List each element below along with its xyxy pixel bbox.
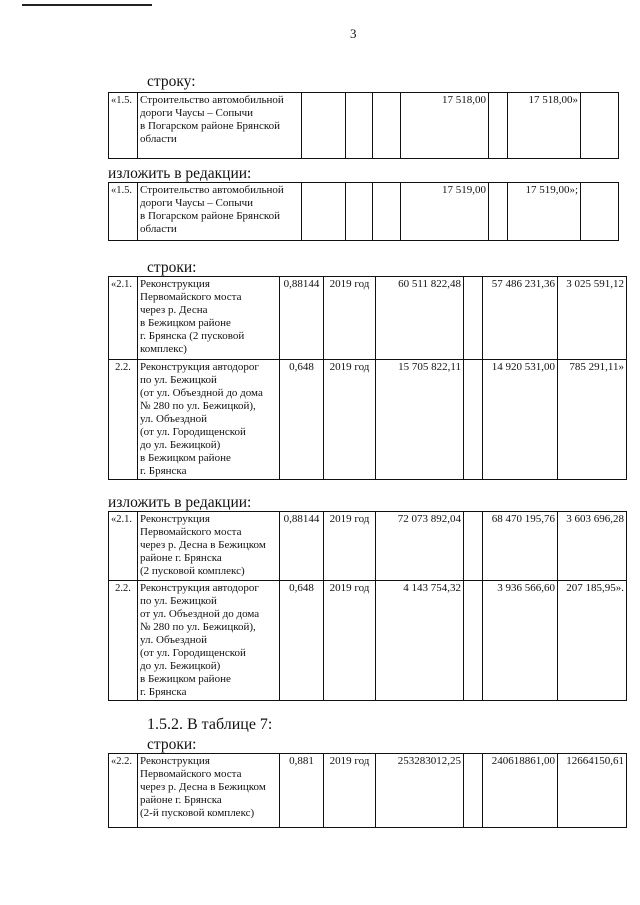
row-name: Реконструкция Первомайского моста через р. Десна в Бежицком районе г. Брянска (2-й пусковой комплекс) [138,754,280,828]
year-cell: 2019 год [324,754,376,828]
coef-cell: 0,88144 [280,512,324,581]
empty-cell [464,360,483,480]
federal-cell: 3 936 566,60 [483,581,558,701]
value-cell: 17 519,00»; [508,183,581,241]
year-cell: 2019 год [324,512,376,581]
empty-cell [346,183,373,241]
regional-cell: 3 025 591,12 [558,277,627,360]
year-cell: 2019 год [324,581,376,701]
empty-cell [464,512,483,581]
regional-cell: 207 185,95». [558,581,627,701]
empty-cell [489,93,508,159]
empty-cell [302,93,346,159]
row-name: Строительство автомобильной дороги Чаусы – Сопычи в Погарском районе Брянской области [138,183,302,241]
row-name: Реконструкция Первомайского моста через р. Десна в Бежицком районе г. Брянска (2 пусковой комплекс) [138,277,280,360]
section-label-line: строку: [147,73,196,90]
total-cell: 72 073 892,04 [376,512,464,581]
table-new-2 [108,511,627,701]
total-cell: 4 143 754,32 [376,581,464,701]
total-cell: 60 511 822,48 [376,277,464,360]
year-cell: 2019 год [324,360,376,480]
table-row [109,183,619,241]
coef-cell: 0,88144 [280,277,324,360]
section-label-edit-2: изложить в редакции: [108,494,252,511]
empty-cell [464,581,483,701]
empty-cell [302,183,346,241]
empty-cell [581,183,619,241]
federal-cell: 240618861,00 [483,754,558,828]
coef-cell: 0,648 [280,581,324,701]
row-number: 2.2. [109,360,138,480]
table-row [109,277,627,360]
coef-cell: 0,881 [280,754,324,828]
table-new-1-5 [108,182,619,241]
coef-cell: 0,648 [280,360,324,480]
row-number: «1.5. [109,93,138,159]
empty-cell [489,183,508,241]
federal-cell: 14 920 531,00 [483,360,558,480]
row-number: 2.2. [109,581,138,701]
regional-cell: 12664150,61 [558,754,627,828]
table-row [109,754,627,828]
empty-cell [373,183,401,241]
value-cell: 17 518,00 [401,93,489,159]
row-name: Строительство автомобильной дороги Чаусы – Сопычи в Погарском районе Брянской области [138,93,302,159]
top-rule [22,4,152,6]
section-label-lines: строки: [147,259,197,276]
row-name: Реконструкция автодорог по ул. Бежицкой от ул. Объездной до дома № 280 по ул. Бежицкой), ул. Объездной (от ул. Городищенской до ул. Бежицкой) в Бежицком районе г. Брянска [138,581,280,701]
page-number: 3 [350,26,357,41]
year-cell: 2019 год [324,277,376,360]
section-label-edit: изложить в редакции: [108,165,252,182]
empty-cell [464,277,483,360]
row-number: «2.1. [109,277,138,360]
empty-cell [464,754,483,828]
value-cell: 17 519,00 [401,183,489,241]
table-row [109,360,627,480]
total-cell: 15 705 822,11 [376,360,464,480]
regional-cell: 785 291,11» [558,360,627,480]
table-old-2 [108,276,627,480]
table-row [109,581,627,701]
table-row [109,93,619,159]
total-cell: 253283012,25 [376,754,464,828]
row-name: Реконструкция Первомайского моста через р. Десна в Бежицком районе г. Брянска (2 пусковой комплекс) [138,512,280,581]
row-number: «2.1. [109,512,138,581]
empty-cell [346,93,373,159]
empty-cell [373,93,401,159]
row-number: «2.2. [109,754,138,828]
regional-cell: 3 603 696,28 [558,512,627,581]
subsection-heading: 1.5.2. В таблице 7: [147,716,273,733]
row-number: «1.5. [109,183,138,241]
section-label-lines-2: строки: [147,736,197,753]
federal-cell: 68 470 195,76 [483,512,558,581]
federal-cell: 57 486 231,36 [483,277,558,360]
row-name: Реконструкция автодорог по ул. Бежицкой (от ул. Объездной до дома № 280 по ул. Бежицкой), ул. Объездной (от ул. Городищенской до ул. Бежицкой) в Бежицком районе г. Брянска [138,360,280,480]
table-old-1-5 [108,92,619,159]
value-cell: 17 518,00» [508,93,581,159]
empty-cell [581,93,619,159]
table-7-old [108,753,627,828]
table-row [109,512,627,581]
